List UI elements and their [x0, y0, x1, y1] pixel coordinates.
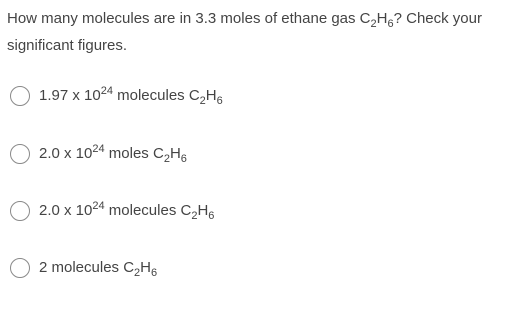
option-coefficient: 1.97 x 10: [39, 86, 101, 104]
answer-option-3[interactable]: [10, 199, 214, 223]
answer-option-4[interactable]: [10, 256, 157, 280]
option-exponent: 24: [92, 199, 105, 212]
question-text-after: ? Check your significant figures.: [7, 10, 482, 54]
option-hydrogen: H: [140, 258, 152, 276]
option-subscript-carbon: 2: [134, 266, 141, 279]
answer-option-3-label[interactable]: [39, 201, 214, 222]
question-formula-hydrogen: H: [376, 10, 388, 27]
question-formula-subscript-hydrogen: 6: [387, 18, 394, 30]
option-hydrogen: H: [197, 201, 209, 219]
option-subscript-carbon: 2: [163, 152, 170, 165]
option-hydrogen: H: [205, 86, 217, 104]
answer-option-1-label[interactable]: [39, 86, 223, 107]
question-text: [7, 6, 519, 58]
radio-button-3[interactable]: [10, 201, 30, 221]
option-subscript-hydrogen: 6: [151, 266, 158, 279]
radio-button-2[interactable]: [10, 144, 30, 164]
option-exponent: 24: [100, 84, 113, 97]
option-unit: molecules C: [112, 86, 200, 104]
option-coefficient: 2.0 x 10: [39, 144, 93, 162]
option-subscript-hydrogen: 6: [216, 94, 223, 107]
option-coefficient: 2.0 x 10: [39, 201, 93, 219]
question-formula-subscript-carbon: 2: [370, 18, 377, 30]
answer-option-2-label[interactable]: [39, 144, 187, 165]
option-unit: molecules C: [104, 201, 192, 219]
option-subscript-carbon: 2: [191, 209, 198, 222]
answer-option-4-label[interactable]: [39, 258, 157, 279]
option-unit: moles C: [104, 144, 164, 162]
option-unit: 2 molecules C: [39, 258, 135, 276]
option-subscript-hydrogen: 6: [208, 209, 215, 222]
answer-option-1[interactable]: [10, 84, 223, 108]
option-subscript-hydrogen: 6: [180, 152, 187, 165]
radio-button-4[interactable]: [10, 258, 30, 278]
answer-option-2[interactable]: [10, 142, 187, 166]
option-exponent: 24: [92, 142, 105, 155]
question-text-before: How many molecules are in 3.3 moles of ethane gas C: [7, 10, 371, 27]
option-hydrogen: H: [169, 144, 181, 162]
radio-button-1[interactable]: [10, 86, 30, 106]
option-subscript-carbon: 2: [199, 94, 206, 107]
